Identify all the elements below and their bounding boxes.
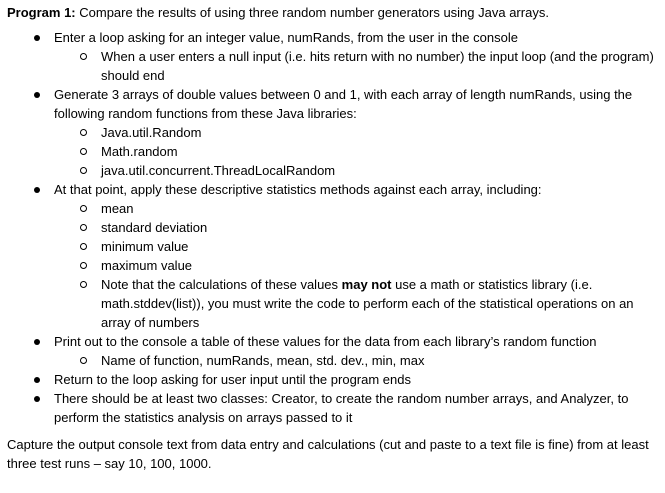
list-item-text: Enter a loop asking for an integer value, numRands, from the user in the console bbox=[54, 30, 518, 45]
sub-list-item bbox=[7, 351, 659, 370]
hollow-bullet-icon bbox=[80, 167, 87, 174]
note-text-before: Note that the calculations of these values bbox=[101, 277, 342, 292]
sub-list-item-text: minimum value bbox=[101, 239, 189, 254]
bullet-icon bbox=[34, 187, 40, 193]
program-label: Program 1: bbox=[7, 5, 76, 20]
sub-list-item bbox=[7, 161, 659, 180]
sub-list-item bbox=[7, 142, 659, 161]
sub-list-item-note bbox=[7, 275, 659, 332]
list-item bbox=[7, 370, 659, 389]
list-item bbox=[7, 28, 659, 85]
sub-list-item-text: standard deviation bbox=[101, 220, 208, 235]
sub-list-item bbox=[7, 199, 659, 218]
hollow-bullet-icon bbox=[80, 243, 87, 250]
sub-list-item bbox=[7, 237, 659, 256]
sub-list bbox=[7, 351, 659, 370]
list-item-text: There should be at least two classes: Creator, to create the random number arrays, and Analyzer, to perform the statistics analysis on arrays passed to it bbox=[54, 391, 629, 425]
program-description: Compare the results of using three random number generators using Java arrays. bbox=[75, 5, 549, 20]
sub-list-item-text: Name of function, numRands, mean, std. dev., min, max bbox=[101, 353, 425, 368]
hollow-bullet-icon bbox=[80, 224, 87, 231]
bullet-icon bbox=[34, 339, 40, 345]
hollow-bullet-icon bbox=[80, 148, 87, 155]
list-item-text: Print out to the console a table of these values for the data from each library’s random function bbox=[54, 334, 597, 349]
sub-list-item bbox=[7, 256, 659, 275]
sub-list-item-text: mean bbox=[101, 201, 134, 216]
bullet-icon bbox=[34, 396, 40, 402]
bullet-icon bbox=[34, 92, 40, 98]
sub-list-item bbox=[7, 218, 659, 237]
bullet-icon bbox=[34, 35, 40, 41]
requirements-list bbox=[7, 28, 659, 427]
program-heading bbox=[7, 3, 659, 22]
hollow-bullet-icon bbox=[80, 53, 87, 60]
note-text-after: use a math or statistics library (i.e. math.stddev(list)), you must write the code to perform each of the statistical operations on an array of numbers bbox=[101, 277, 634, 330]
hollow-bullet-icon bbox=[80, 129, 87, 136]
sub-list-item-text: Java.util.Random bbox=[101, 125, 202, 140]
bullet-icon bbox=[34, 377, 40, 383]
hollow-bullet-icon bbox=[80, 262, 87, 269]
list-item-text: Generate 3 arrays of double values between 0 and 1, with each array of length numRands, using the following random functions from these Java libraries: bbox=[54, 87, 633, 121]
footer-instructions: Capture the output console text from data entry and calculations (cut and paste to a text file is fine) from at least three test runs – say 10, 100, 1000. bbox=[7, 437, 649, 471]
hollow-bullet-icon bbox=[80, 281, 87, 288]
hollow-bullet-icon bbox=[80, 357, 87, 364]
sub-list-item-text: When a user enters a null input (i.e. hits return with no number) the input loop (and the program) should end bbox=[101, 49, 654, 83]
sub-list-item-text: Math.random bbox=[101, 144, 178, 159]
hollow-bullet-icon bbox=[80, 205, 87, 212]
sub-list bbox=[7, 47, 659, 85]
sub-list bbox=[7, 123, 659, 180]
sub-list-item-text: java.util.concurrent.ThreadLocalRandom bbox=[101, 163, 336, 178]
list-item bbox=[7, 85, 659, 180]
sub-list-item bbox=[7, 47, 659, 85]
note-text-emphasis: may not bbox=[341, 277, 392, 292]
sub-list-item-text: maximum value bbox=[101, 258, 193, 273]
list-item bbox=[7, 332, 659, 370]
list-item-text: At that point, apply these descriptive statistics methods against each array, including: bbox=[54, 182, 542, 197]
list-item bbox=[7, 389, 659, 427]
list-item bbox=[7, 180, 659, 332]
sub-list-item bbox=[7, 123, 659, 142]
list-item-text: Return to the loop asking for user input until the program ends bbox=[54, 372, 411, 387]
sub-list bbox=[7, 199, 659, 332]
